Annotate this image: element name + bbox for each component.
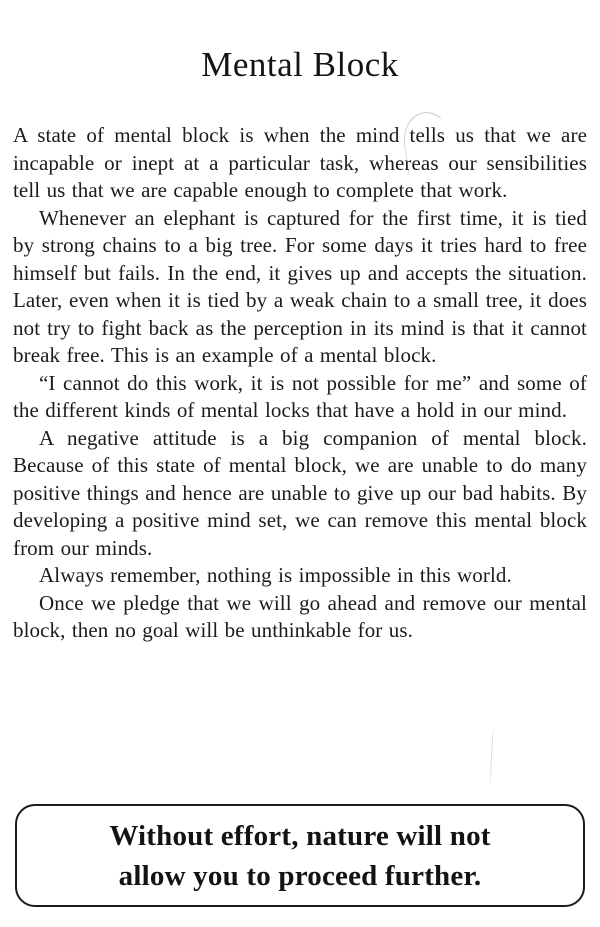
paragraph-quote: “I cannot do this work, it is not possible for me” and some of the different kinds of mental locks that have a hold in our mind. — [13, 370, 587, 422]
quote-line: allow you to proceed further. — [118, 859, 482, 892]
quote-line: Without effort, nature will not — [109, 819, 491, 852]
page-title: Mental Block — [201, 45, 399, 84]
quote-box — [15, 804, 585, 907]
paragraph-negative-attitude: A negative attitude is a big companion of mental block. Because of this state of mental block, we are unable to do many positive things and hence are unable to give up our bad habits. By developing a positive mind set, we can remove this mental block from our minds. — [13, 425, 587, 560]
paragraph-elephant: Whenever an elephant is captured for the first time, it is tied by strong chains to a big tree. For some days it tries hard to free himself but fails. In the end, it gives up and accepts the situation. Later, even when it is tied by a weak chain to a small tree, it does not try to fight back as the perception in its mind is that it cannot break free. This is an example of a mental block. — [13, 205, 587, 367]
paragraph-intro: A state of mental block is when the mind tells us that we are incapable or inept at a particular task, whereas our sensibilities tell us that we are capable enough to complete that work. — [13, 123, 587, 202]
paragraph-always-remember: Always remember, nothing is impossible in this world. — [39, 563, 512, 587]
scan-artifact-line — [490, 728, 496, 784]
article-body — [13, 122, 587, 645]
paragraph-pledge: Once we pledge that we will go ahead and remove our mental block, then no goal will be unthinkable for us. — [13, 590, 587, 642]
